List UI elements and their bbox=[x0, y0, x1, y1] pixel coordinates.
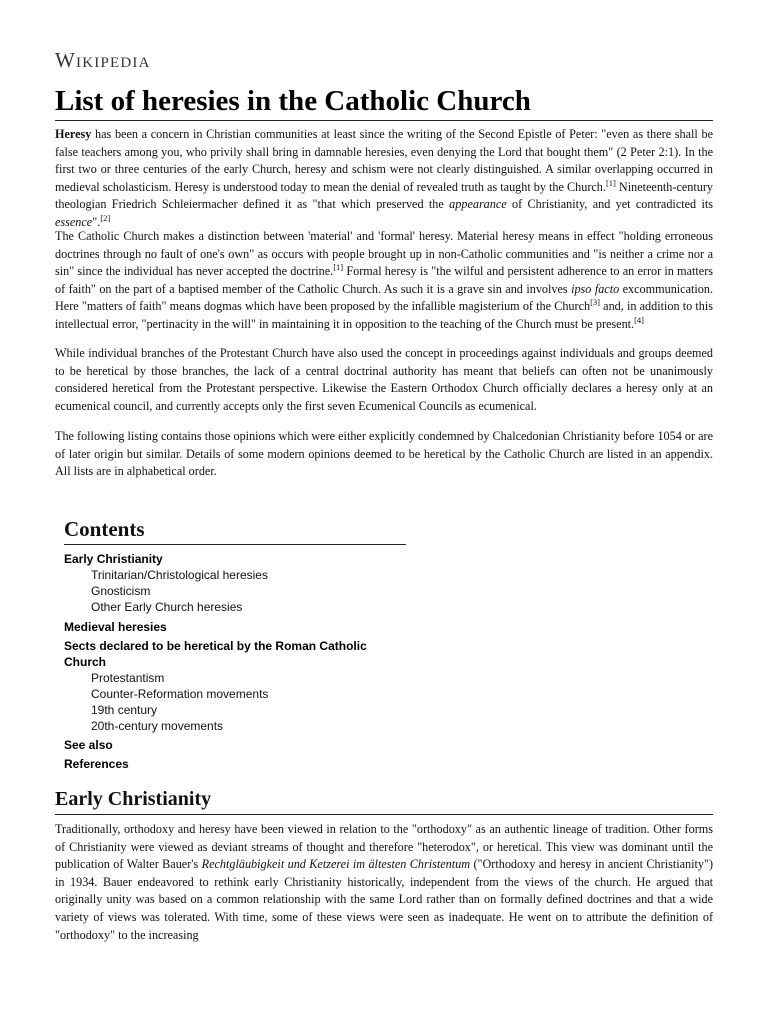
toc-title: Contents bbox=[64, 516, 406, 545]
text-span: ("Orthodoxy and heresy in ancient Christianity") in 1934. Bauer endeavored to rethink early Christianity historically, independent from the views of the church. He argued that originally unity was based on a common relationship with the same Lord rather than on formally defined doctrines and that a wide variety of views was tolerated. With time, some of these views were seen as inadequate. He went on to attribute the definition of "orthodoxy" to the increasing bbox=[55, 857, 713, 942]
italic-text: Rechtgläubigkeit und Ketzerei im ältesten Christentum bbox=[201, 857, 471, 872]
toc-item-20th-century[interactable]: 20th-century movements bbox=[91, 719, 224, 734]
section-heading-early-christianity: Early Christianity bbox=[55, 787, 713, 815]
italic-text: essence bbox=[55, 214, 93, 229]
italic-text: ipso facto bbox=[571, 281, 620, 296]
toc-item-counter-reformation[interactable]: Counter-Reformation movements bbox=[91, 686, 269, 701]
reference-link[interactable]: [3] bbox=[590, 297, 601, 308]
intro-paragraph-2 bbox=[55, 228, 713, 334]
intro-paragraph-3: While individual branches of the Protestant Church have also used the concept in proceedings against individuals and groups deemed to be heretical by those branches, the lack of a central doctrinal authority has meant that beliefs can often not be unanimously considered heretical from the Protestant perspective. Likewise the Eastern Orthodox Church officially declares a heresy only at an ecumenical council, and currently accepts only the first seven Ecumenical Councils as ecumenical. bbox=[55, 346, 713, 413]
toc-list bbox=[64, 551, 406, 772]
text-span: has been a concern in Christian communities at least since the writing of the Second Epistle of Peter: "even as there shall be false teachers among you, who privily shall bring in damnable heresies, even denying the Lord that bought them" (2 Peter 2:1). In the first two or three centuries of the early Church, heresy and schism were not clearly distinguished. A similar overlapping occurred in medieval scholasticism. Heresy is understood today to mean the denial of revealed truth as taught by the Church. bbox=[55, 127, 713, 194]
toc-item-other-early-church-heresies[interactable]: Other Early Church heresies bbox=[91, 600, 243, 615]
text-span: Formal heresy is "the wilful and persistent adherence to an error in matters of faith" on the part of a baptised member of the Catholic Church. As such it is a grave sin and involves bbox=[55, 264, 713, 296]
toc-item-see-also[interactable]: See also bbox=[64, 738, 113, 753]
text-span: and, in addition to this intellectual error, "pertinacity in the will" in maintaining it in opposition to the teaching of the Church must be present. bbox=[55, 299, 714, 331]
toc-item-references[interactable]: References bbox=[64, 757, 129, 772]
text-span: Traditionally, orthodoxy and heresy have been viewed in relation to the "orthodoxy" as an authentic lineage of tradition. Other forms of Christianity were viewed as deviant streams of thought and therefore "heterodox", or heretical. This view was dominant until the publication of Walter Bauer's bbox=[55, 822, 713, 872]
toc-item-early-christianity[interactable]: Early Christianity bbox=[64, 552, 163, 566]
intro-paragraph-1 bbox=[55, 126, 713, 232]
text-span: excommunication. Here "matters of faith" means dogmas which have been proposed by the infallible magisterium of the Church bbox=[55, 281, 714, 314]
text-span: The Catholic Church makes a distinction between 'material' and 'formal' heresy. Material heresy means in effect "holding erroneous doctrines through no fault of one's own" as occurs with people brought up in non-Catholic communities and "is neither a crime nor a sin" since the individual has never accepted the doctrine. bbox=[55, 229, 713, 279]
page-title: List of heresies in the Catholic Church bbox=[55, 84, 713, 121]
text-span: Nineteenth-century theologian Friedrich Schleiermacher defined it as "that which preserved the bbox=[55, 179, 713, 212]
text-span: ". bbox=[92, 214, 101, 229]
toc-item-medieval-heresies[interactable]: Medieval heresies bbox=[64, 619, 167, 634]
heresy-term: Heresy bbox=[55, 127, 92, 141]
reference-link[interactable]: [4] bbox=[634, 314, 645, 325]
toc-item-sects[interactable]: Sects declared to be heretical by the Roman Catholic Church bbox=[64, 638, 367, 669]
table-of-contents bbox=[64, 516, 406, 772]
intro-paragraph-4: The following listing contains those opinions which were either explicitly condemned by Chalcedonian Christianity before 1054 or are of later origin but similar. Details of some modern opinions deemed to be heretical by the Catholic Church are listed in an appendix. All lists are in alphabetical order. bbox=[55, 429, 713, 479]
wikipedia-logo[interactable]: Wikipedia bbox=[55, 48, 151, 72]
toc-item-19th-century[interactable]: 19th century bbox=[91, 703, 158, 718]
toc-item-protestantism[interactable]: Protestantism bbox=[91, 670, 165, 685]
text-span: of Christianity, and yet contradicted its bbox=[506, 197, 713, 212]
toc-item-gnosticism[interactable]: Gnosticism bbox=[91, 584, 151, 599]
reference-link[interactable]: [1] bbox=[333, 262, 344, 273]
toc-item-trinitarian-heresies[interactable]: Trinitarian/Christological heresies bbox=[91, 568, 268, 582]
italic-text: appearance bbox=[449, 197, 507, 212]
section-paragraph-1 bbox=[55, 821, 713, 944]
reference-link[interactable]: [1] bbox=[605, 177, 616, 188]
reference-link[interactable]: [2] bbox=[100, 212, 111, 223]
